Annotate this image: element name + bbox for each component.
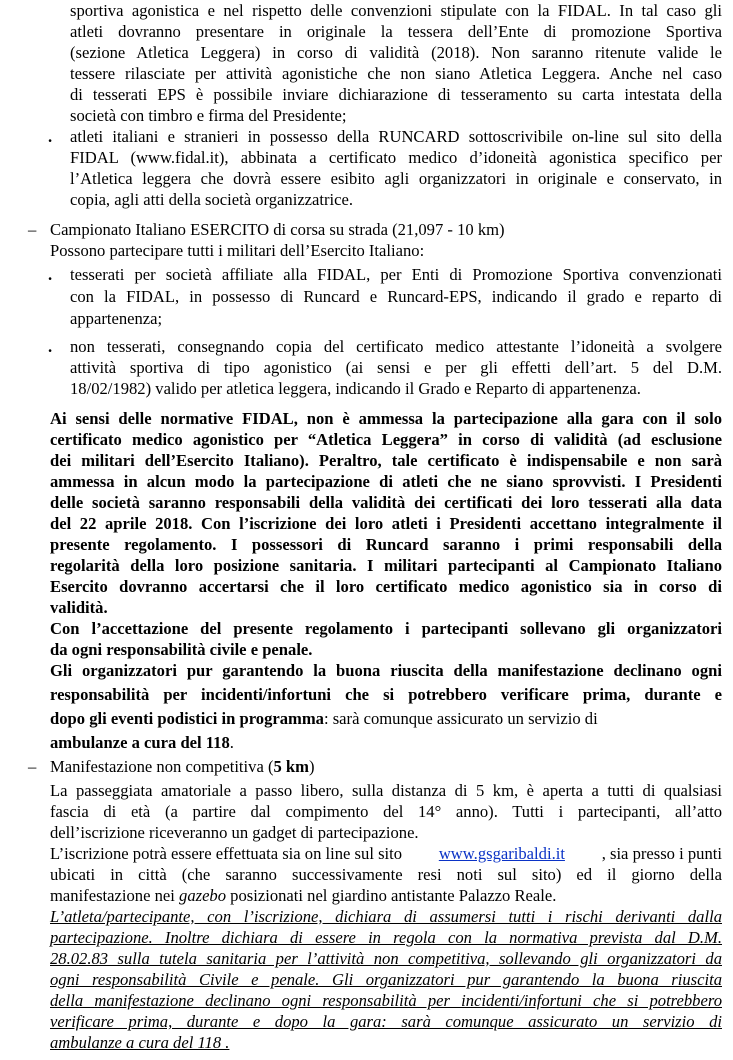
bullet-marker: . (48, 337, 53, 356)
text-line: copia, agli atti della società organizzatrice. (70, 190, 354, 209)
text-line: Con l’accettazione del presente regolamento i partecipanti sollevano gli organizzatori (50, 619, 722, 638)
text-line: partecipazione. Inoltre dichiara di essere in regola con la normativa prevista dal D.M. (50, 928, 722, 947)
text-line: (sezione Atletica Leggera) in corso di validità (2018). Non saranno ritenute valide le (70, 43, 722, 62)
text-line: Ai sensi delle normative FIDAL, non è ammessa la partecipazione alla gara con il solo (50, 409, 722, 428)
text-span: 5 km (273, 757, 309, 776)
text-line: ogni responsabilità Civile e penale. Gli organizzatori pur garantendo la buona riuscita (50, 970, 722, 989)
text-line: 28.02.83 sulla tutela sanitaria per l’attività non competitiva, sollevando gli organizzatori da (50, 949, 722, 968)
text-line: dell’iscrizione riceveranno un gadget di partecipazione. (50, 823, 419, 842)
text-line: ammessa in alcun modo la partecipazione di atleti che ne siano sprovvisti. I Presidenti (50, 472, 722, 491)
text-span: ) (308, 757, 315, 776)
text-line: fascia di età (a partire dal compimento del 14° anno). Tutti i partecipanti, all’atto (50, 802, 722, 821)
text-line: non tesserati, consegnando copia del certificato medico attestante l’idoneità a svolgere (70, 337, 722, 356)
text-span: L’iscrizione potrà essere effettuata sia on line sul sito (50, 844, 403, 863)
text-line: tesserati per società affiliate alla FIDAL, per Enti di Promozione Sportiva convenzionati (70, 265, 722, 284)
text-line: appartenenza; (70, 309, 163, 328)
bullet-marker: . (48, 265, 53, 284)
text-line: ubicati in città (che saranno successivamente resi noti sul sito) ed il giorno della (50, 865, 722, 884)
dash-marker: – (28, 757, 37, 776)
text-line: del 22 aprile 2018. Con l’iscrizione dei loro atleti i Presidenti accettano integralmente il (50, 514, 722, 533)
text-span: gazebo (179, 886, 227, 905)
text-span: dopo gli eventi podistici in programma (50, 709, 324, 728)
dash-marker: – (28, 220, 37, 239)
text-line: presente regolamento. I possessori di Runcard saranno i primi responsabili della (50, 535, 722, 554)
text-span: posizionati nel giardino antistante Palazzo Reale. (226, 886, 557, 905)
text-span: . (229, 733, 234, 752)
text-line (50, 732, 234, 753)
text-line (50, 885, 556, 906)
text-span: Manifestazione non competitiva ( (50, 757, 274, 776)
text-line: FIDAL (www.fidal.it), abbinata a certificato medico d’idoneità agonistica specifico per (70, 148, 722, 167)
text-line: delle società saranno responsabili della validità dei certificati dei loro tesserati alla data (50, 493, 722, 512)
section-intro: Possono partecipare tutti i militari dell’Esercito Italiano: (50, 241, 425, 260)
text-line: Gli organizzatori pur garantendo la buona riuscita della manifestazione declinano ogni (50, 661, 722, 680)
text-span: ambulanze a cura del 118 (50, 733, 230, 752)
text-line: Esercito dovranno accertarsi che il loro certificato medico agonistico sia in corso di (50, 577, 722, 596)
text-line: atleti dovranno presentare in originale la tessera dell’Ente di promozione Sportiva (70, 22, 722, 41)
bullet-marker: . (48, 127, 53, 146)
text-line: verificare prima, durante e dopo la gara: sarà comunque assicurato un servizio di (50, 1012, 722, 1031)
text-span: manifestazione nei (50, 886, 180, 905)
text-line: di tesserati EPS è possibile inviare dichiarazione di tesseramento su carta intestata della (70, 85, 722, 104)
text-line: società con timbro e firma del Presidente; (70, 106, 347, 125)
text-line: L’atleta/partecipante, con l’iscrizione, dichiara di assumersi tutti i rischi derivanti dalla (50, 907, 722, 926)
section-title (50, 756, 315, 777)
website-link[interactable]: www.gsgaribaldi.it (438, 844, 565, 863)
text-line: della manifestazione declinano ogni responsabilità per incidenti/infortuni che si potrebbero (50, 991, 722, 1010)
text-line: l’Atletica leggera che dovrà essere esibito agli organizzatori in originale e conservato, in (70, 169, 722, 188)
text-line: sportiva agonistica e nel rispetto delle convenzioni stipulate con la FIDAL. In tal caso gli (70, 1, 722, 20)
text-line: tessere rilasciate per attività agonistiche che non siano Atletica Leggera. Anche nel caso (70, 64, 722, 83)
text-line: regolarità della loro posizione sanitaria. I militari partecipanti al Campionato Italiano (50, 556, 722, 575)
text-line (50, 708, 722, 729)
text-span: : sarà comunque assicurato un servizio di (323, 709, 598, 728)
text-line: responsabilità per incidenti/infortuni che si potrebbero verificare prima, durante e (50, 685, 722, 704)
text-line: La passeggiata amatoriale a passo libero, sulla distanza di 5 km, è aperta a tutti di qualsiasi (50, 781, 722, 800)
text-line: 18/02/1982) valido per atletica leggera, indicando il Grado e Reparto di appartenenza. (70, 379, 641, 398)
text-line: dei militari dell’Esercito Italiano). Peraltro, tale certificato è indispensabile e non sarà (50, 451, 722, 470)
text-span: , sia presso i punti (601, 844, 722, 863)
text-line: da ogni responsabilità civile e penale. (50, 640, 313, 659)
text-line: certificato medico agonistico per “Atletica Leggera” in corso di validità (ad esclusione (50, 430, 722, 449)
text-line: atleti italiani e stranieri in possesso della RUNCARD sottoscrivibile on-line sul sito della (70, 127, 722, 146)
text-line: attività sportiva di tipo agonistico (ai sensi e per gli effetti dell’art. 5 del D.M. (70, 358, 722, 377)
text-line: validità. (50, 598, 108, 617)
text-line: ambulanze a cura del 118 . (50, 1033, 230, 1052)
text-line (50, 843, 722, 864)
section-title: Campionato Italiano ESERCITO di corsa su strada (21,097 - 10 km) (50, 220, 505, 239)
text-line: con la FIDAL, in possesso di Runcard e Runcard-EPS, indicando il grado e reparto di (70, 287, 722, 306)
